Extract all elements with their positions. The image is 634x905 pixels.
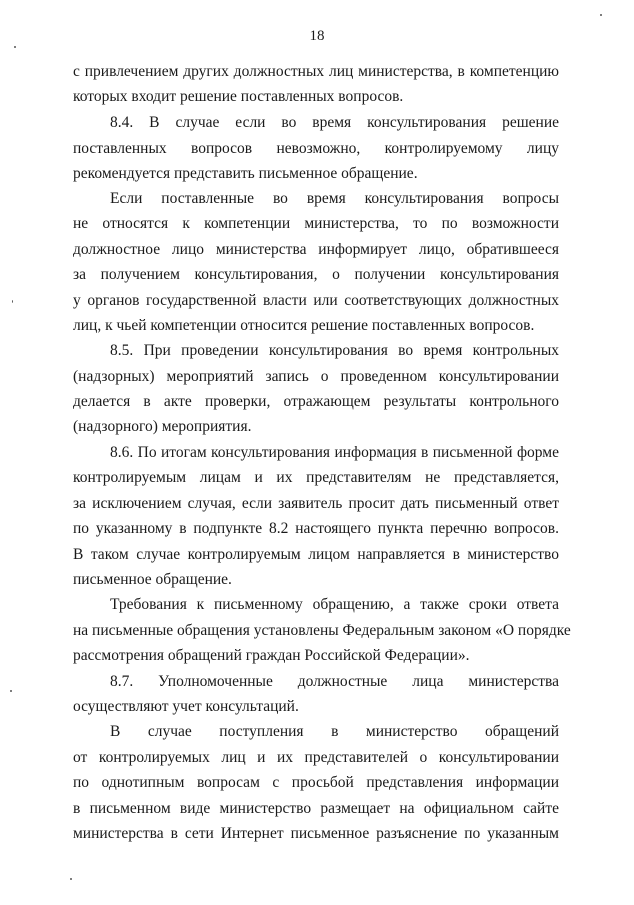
text-line: министерства в сети Интернет письменное разъяснение по указанным bbox=[73, 825, 559, 842]
text-line: на письменные обращения установлены Федеральным законом «О порядке bbox=[73, 622, 571, 639]
text-line: у органов государственной власти или соответствующих должностных bbox=[73, 292, 559, 309]
text-line: делается в акте проверки, отражающем результаты контрольного bbox=[73, 393, 559, 410]
text-line: В таком случае контролируемым лицом направляется в министерство bbox=[73, 546, 559, 563]
text-line: контролируемым лицам и их представителям не представляется, bbox=[73, 469, 559, 486]
scan-speck bbox=[12, 300, 13, 303]
text-line: за получением консультирования, о получении консультирования bbox=[73, 266, 559, 283]
text-line: осуществляют учет консультаций. bbox=[73, 698, 299, 715]
text-line: рекомендуется представить письменное обращение. bbox=[73, 165, 418, 182]
text-line: 8.5. При проведении консультирования во время контрольных bbox=[110, 342, 559, 359]
text-line: 8.4. В случае если во время консультирования решение bbox=[110, 114, 559, 131]
scan-speck bbox=[70, 878, 72, 880]
text-line: Если поставленные во время консультирования вопросы bbox=[110, 190, 559, 207]
text-line: (надзорного) мероприятия. bbox=[73, 418, 252, 435]
text-line: не относятся к компетенции министерства, то по возможности bbox=[73, 215, 559, 232]
scan-speck bbox=[10, 690, 12, 692]
text-line: 8.6. По итогам консультирования информация в письменной форме bbox=[110, 444, 559, 461]
text-line: поставленных вопросов невозможно, контролируемому лицу bbox=[73, 140, 559, 157]
text-line: 8.7. Уполномоченные должностные лица министерства bbox=[110, 673, 559, 690]
text-line: с привлечением других должностных лиц министерства, в компетенцию bbox=[73, 63, 559, 80]
text-line: лиц, к чьей компетенции относится решение поставленных вопросов. bbox=[73, 317, 535, 334]
text-line: В случае поступления в министерство обращений bbox=[110, 723, 559, 740]
text-line: от контролируемых лиц и их представителей о консультировании bbox=[73, 749, 559, 766]
scan-speck bbox=[600, 14, 602, 16]
text-line: письменное обращение. bbox=[73, 571, 232, 588]
scan-speck bbox=[14, 46, 16, 48]
text-line: по указанному в подпункте 8.2 настоящего пункта перечню вопросов. bbox=[73, 520, 559, 537]
text-line: которых входит решение поставленных вопросов. bbox=[73, 88, 404, 105]
page-number: 18 bbox=[309, 28, 325, 44]
text-line: за исключением случая, если заявитель просит дать письменный ответ bbox=[73, 495, 559, 512]
text-line: в письменном виде министерство размещает на официальном сайте bbox=[73, 800, 559, 817]
text-line: (надзорных) мероприятий запись о проведенном консультировании bbox=[73, 368, 559, 385]
text-line: должностное лицо министерства информирует лицо, обратившееся bbox=[73, 241, 559, 258]
text-line: Требования к письменному обращению, а также сроки ответа bbox=[110, 596, 559, 613]
text-line: рассмотрения обращений граждан Российской Федерации». bbox=[73, 647, 470, 664]
text-line: по однотипным вопросам с просьбой представления информации bbox=[73, 774, 559, 791]
